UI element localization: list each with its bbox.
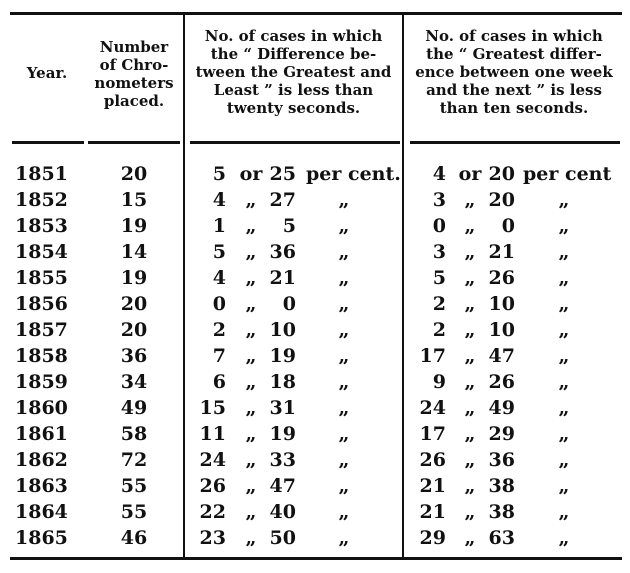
header-year: [10, 64, 84, 82]
cell-s1: „: [245, 371, 257, 393]
table-row: [0, 499, 630, 526]
header-greatest-line: No. of cases in which: [425, 27, 603, 45]
cell-s2: „: [464, 423, 476, 445]
table-top-rule: [10, 12, 622, 15]
header-number-line: Number: [99, 38, 169, 56]
cell-q2: „: [558, 449, 570, 471]
cell-a2: 3: [432, 241, 446, 263]
cell-q1: „: [338, 501, 350, 523]
header-difference: [185, 27, 402, 117]
table-bottom-rule: [10, 557, 622, 560]
cell-year: 1858: [15, 345, 68, 367]
cell-b2: 10: [488, 319, 515, 341]
cell-b1: 40: [269, 501, 296, 523]
cell-q2: „: [558, 319, 570, 341]
cell-s1: „: [245, 501, 257, 523]
cell-a2: 9: [432, 371, 446, 393]
cell-num: 34: [120, 371, 148, 393]
cell-b2: 63: [488, 527, 515, 549]
cell-b2: 29: [488, 423, 515, 445]
header-number-line: of Chro-: [99, 56, 169, 74]
table-row: [0, 187, 630, 214]
header-rule-year: [12, 141, 84, 144]
cell-a1: 26: [199, 475, 226, 497]
cell-a2: 24: [419, 397, 446, 419]
cell-s1: „: [245, 215, 257, 237]
table-row: [0, 213, 630, 240]
cell-s2: „: [464, 189, 476, 211]
table-row: [0, 239, 630, 266]
cell-s1: „: [245, 319, 257, 341]
cell-q2: „: [558, 189, 570, 211]
cell-a1: 1: [212, 215, 226, 237]
cell-q1: „: [338, 241, 350, 263]
cell-b2: 38: [488, 475, 515, 497]
cell-s2: or: [458, 163, 482, 185]
cell-a1: 7: [212, 345, 226, 367]
header-number: [86, 38, 182, 110]
cell-q1: „: [338, 319, 350, 341]
cell-num: 46: [120, 527, 148, 549]
cell-q1: „: [338, 345, 350, 367]
cell-b2: 20: [488, 163, 515, 185]
cell-b2: 20: [488, 189, 515, 211]
cell-year: 1860: [15, 397, 68, 419]
table-row: [0, 447, 630, 474]
table-row: [0, 291, 630, 318]
cell-b1: 31: [269, 397, 296, 419]
cell-q2: „: [558, 345, 570, 367]
cell-s1: „: [245, 345, 257, 367]
cell-num: 20: [120, 319, 148, 341]
cell-year: 1862: [15, 449, 68, 471]
cell-num: 36: [120, 345, 148, 367]
cell-a1: 24: [199, 449, 226, 471]
cell-a1: 22: [199, 501, 226, 523]
cell-num: 20: [120, 163, 148, 185]
table-row: [0, 473, 630, 500]
cell-s1: „: [245, 293, 257, 315]
header-number-line: nometers: [94, 74, 174, 92]
cell-year: 1856: [15, 293, 68, 315]
cell-b1: 19: [269, 423, 296, 445]
cell-a2: 17: [419, 345, 446, 367]
header-greatest-line: than ten seconds.: [439, 99, 589, 117]
cell-s1: „: [245, 241, 257, 263]
cell-num: 19: [120, 215, 148, 237]
cell-year: 1854: [15, 241, 68, 263]
cell-num: 55: [120, 501, 148, 523]
cell-s1: „: [245, 475, 257, 497]
cell-year: 1859: [15, 371, 68, 393]
table-row: [0, 161, 630, 188]
table-row: [0, 369, 630, 396]
cell-b1: 27: [269, 189, 296, 211]
cell-a1: 11: [199, 423, 226, 445]
cell-p1: per cent.: [306, 163, 401, 185]
cell-num: 58: [120, 423, 148, 445]
cell-a2: 26: [419, 449, 446, 471]
cell-b1: 50: [269, 527, 296, 549]
header-difference-line: tween the Greatest and: [195, 63, 392, 81]
cell-q2: „: [558, 475, 570, 497]
cell-q1: „: [338, 475, 350, 497]
cell-q2: „: [558, 293, 570, 315]
cell-year: 1855: [15, 267, 68, 289]
cell-s2: „: [464, 267, 476, 289]
cell-s1: „: [245, 267, 257, 289]
cell-num: 15: [120, 189, 148, 211]
cell-s2: „: [464, 449, 476, 471]
cell-q2: „: [558, 215, 570, 237]
table-row: [0, 395, 630, 422]
header-greatest-line: the “ Greatest differ-: [426, 45, 602, 63]
cell-b1: 21: [269, 267, 296, 289]
cell-q1: „: [338, 267, 350, 289]
header-number-line: placed.: [103, 92, 165, 110]
cell-a1: 5: [212, 163, 226, 185]
table-row: [0, 525, 630, 552]
cell-q2: „: [558, 501, 570, 523]
cell-year: 1853: [15, 215, 68, 237]
cell-s1: „: [245, 189, 257, 211]
cell-q1: „: [338, 371, 350, 393]
cell-b2: 36: [488, 449, 515, 471]
cell-b1: 0: [282, 293, 296, 315]
cell-q1: „: [338, 215, 350, 237]
cell-a2: 2: [432, 319, 446, 341]
cell-s2: „: [464, 527, 476, 549]
cell-s2: „: [464, 241, 476, 263]
cell-b2: 26: [488, 371, 515, 393]
cell-b2: 21: [488, 241, 515, 263]
cell-s2: „: [464, 397, 476, 419]
cell-s2: „: [464, 345, 476, 367]
table-row: [0, 421, 630, 448]
cell-q1: „: [338, 449, 350, 471]
cell-s1: „: [245, 397, 257, 419]
cell-year: 1864: [15, 501, 68, 523]
cell-s1: „: [245, 423, 257, 445]
cell-q2: „: [558, 527, 570, 549]
cell-a2: 2: [432, 293, 446, 315]
header-year-line: Year.: [26, 64, 68, 82]
cell-a1: 0: [212, 293, 226, 315]
header-rule-number: [88, 141, 180, 144]
cell-b2: 47: [488, 345, 515, 367]
cell-a2: 3: [432, 189, 446, 211]
cell-b1: 36: [269, 241, 296, 263]
cell-num: 19: [120, 267, 148, 289]
cell-q2: „: [558, 371, 570, 393]
cell-q1: „: [338, 423, 350, 445]
cell-b2: 0: [501, 215, 515, 237]
header-difference-line: No. of cases in which: [204, 27, 383, 45]
cell-b1: 5: [282, 215, 296, 237]
cell-b2: 49: [488, 397, 515, 419]
cell-a1: 5: [212, 241, 226, 263]
cell-q1: „: [338, 189, 350, 211]
cell-s2: „: [464, 215, 476, 237]
table-row: [0, 343, 630, 370]
cell-s2: „: [464, 475, 476, 497]
cell-a2: 21: [419, 501, 446, 523]
cell-q1: „: [338, 397, 350, 419]
header-greatest-line: and the next ” is less: [426, 81, 602, 99]
cell-a1: 4: [212, 267, 226, 289]
cell-b2: 10: [488, 293, 515, 315]
header-greatest-difference: [404, 27, 624, 117]
cell-b1: 10: [269, 319, 296, 341]
cell-year: 1852: [15, 189, 68, 211]
cell-b2: 26: [488, 267, 515, 289]
cell-a1: 15: [199, 397, 226, 419]
cell-s1: „: [245, 527, 257, 549]
cell-num: 55: [120, 475, 148, 497]
cell-s2: „: [464, 501, 476, 523]
cell-num: 14: [120, 241, 148, 263]
header-greatest-line: ence between one week: [415, 63, 613, 81]
cell-s1: or: [239, 163, 263, 185]
header-difference-line: Least ” is less than: [213, 81, 374, 99]
cell-s1: „: [245, 449, 257, 471]
header-difference-line: twenty seconds.: [226, 99, 361, 117]
header-rule-diff: [190, 141, 400, 144]
cell-year: 1863: [15, 475, 68, 497]
cell-a2: 4: [432, 163, 446, 185]
cell-b1: 25: [269, 163, 296, 185]
header-rule-week: [410, 141, 620, 144]
header-difference-line: the “ Difference be-: [210, 45, 377, 63]
cell-a1: 6: [212, 371, 226, 393]
cell-b1: 47: [269, 475, 296, 497]
cell-a1: 4: [212, 189, 226, 211]
cell-p2: per cent: [523, 163, 612, 185]
cell-q2: „: [558, 423, 570, 445]
cell-b2: 38: [488, 501, 515, 523]
cell-b1: 19: [269, 345, 296, 367]
cell-a2: 21: [419, 475, 446, 497]
cell-year: 1865: [15, 527, 68, 549]
cell-s2: „: [464, 293, 476, 315]
cell-a2: 0: [432, 215, 446, 237]
table-row: [0, 317, 630, 344]
cell-q2: „: [558, 241, 570, 263]
cell-q1: „: [338, 293, 350, 315]
cell-year: 1857: [15, 319, 68, 341]
cell-b1: 33: [269, 449, 296, 471]
cell-b1: 18: [269, 371, 296, 393]
cell-s2: „: [464, 319, 476, 341]
cell-a1: 2: [212, 319, 226, 341]
cell-a2: 17: [419, 423, 446, 445]
cell-q2: „: [558, 397, 570, 419]
cell-num: 72: [120, 449, 148, 471]
cell-q2: „: [558, 267, 570, 289]
cell-year: 1851: [15, 163, 68, 185]
cell-q1: „: [338, 527, 350, 549]
cell-a2: 5: [432, 267, 446, 289]
cell-a2: 29: [419, 527, 446, 549]
cell-num: 49: [120, 397, 148, 419]
cell-s2: „: [464, 371, 476, 393]
cell-year: 1861: [15, 423, 68, 445]
table-row: [0, 265, 630, 292]
cell-a1: 23: [199, 527, 226, 549]
cell-num: 20: [120, 293, 148, 315]
